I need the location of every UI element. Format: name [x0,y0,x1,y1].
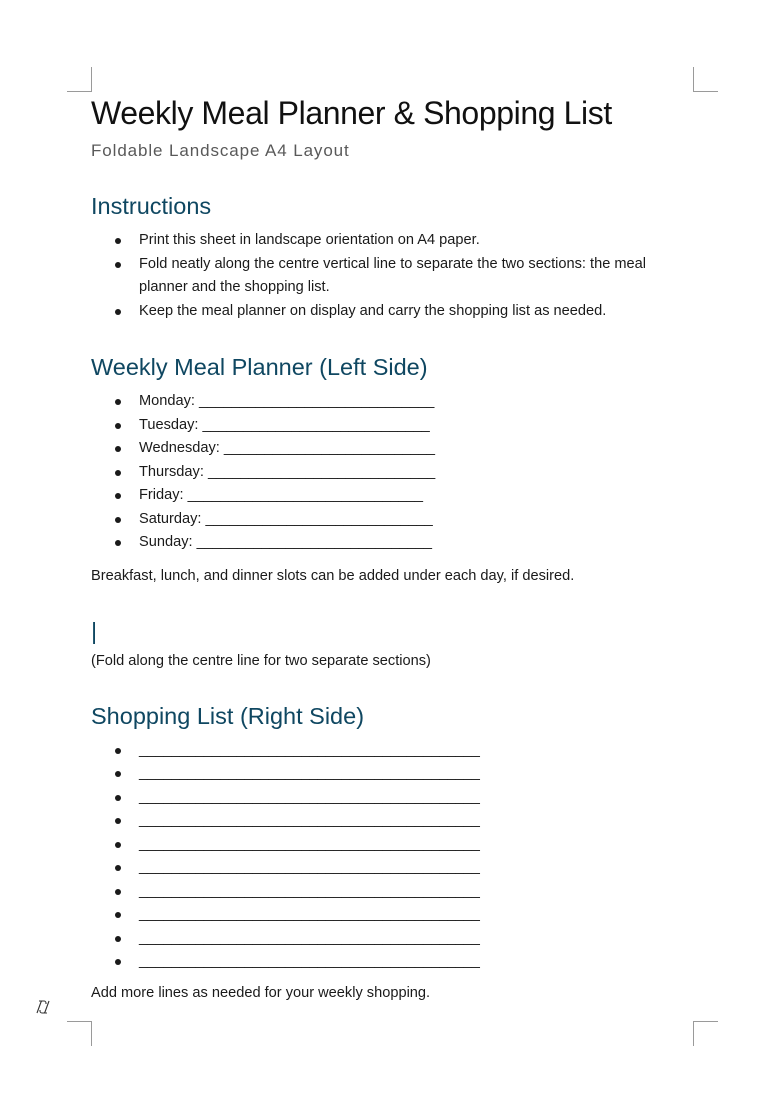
instructions-list [91,229,691,323]
bullet-icon [115,399,121,405]
bullet-icon [115,262,121,268]
shopping-line[interactable] [91,903,691,927]
document-body[interactable] [91,92,691,1004]
fold-note[interactable]: (Fold along the centre line for two separate sections) [91,652,431,669]
instructions-heading[interactable]: Instructions [91,193,212,219]
shopping-line[interactable] [91,833,691,857]
bullet-icon [115,493,121,499]
shopping-line-text: __________________________________________ [139,906,480,922]
shopping-line-text: __________________________________________ [139,929,480,946]
shopping-line[interactable] [91,809,691,833]
list-item[interactable] [91,253,691,300]
day-item[interactable] [91,484,691,508]
planner-heading[interactable]: Weekly Meal Planner (Left Side) [91,354,428,380]
bullet-icon [115,889,121,895]
day-text: Saturday: ____________________________ [139,510,433,527]
day-item[interactable] [91,531,691,555]
bullet-icon [115,309,121,315]
list-item[interactable] [91,300,691,324]
shopping-line[interactable] [91,856,691,880]
day-text: Sunday: _____________________________ [139,534,432,550]
crop-mark-bottom-left [67,1021,92,1046]
shopping-heading[interactable]: Shopping List (Right Side) [91,702,365,729]
shopping-line-text: __________________________________________ [139,835,480,852]
crop-mark-top-right [693,67,718,92]
shopping-line[interactable] [91,786,691,810]
bullet-icon [115,795,121,801]
shopping-line-text: __________________________________________ [139,741,480,758]
crop-mark-top-left [67,67,92,92]
shopping-line-text: __________________________________________ [139,788,480,805]
shopping-line[interactable] [91,880,691,904]
planner-days-list [91,390,691,555]
day-item[interactable] [91,508,691,532]
day-text: Monday: _____________________________ [139,393,435,409]
shopping-line-text: __________________________________________ [139,765,480,781]
shopping-line[interactable] [91,927,691,951]
shopping-note[interactable]: Add more lines as needed for your weekly shopping. [91,984,431,1001]
shopping-line-text: __________________________________________ [139,859,480,875]
bullet-icon [115,423,121,429]
bullet-icon [115,818,121,824]
day-text: Thursday: ____________________________ [139,463,436,480]
bullet-icon [115,238,121,244]
bullet-icon [115,959,121,965]
day-item[interactable] [91,414,691,438]
shopping-line-text: __________________________________________ [139,812,480,828]
bullet-icon [115,540,121,546]
bullet-icon [115,865,121,871]
bullet-icon [115,517,121,523]
shopping-line-text: __________________________________________ [139,953,480,969]
bullet-icon [115,936,121,942]
bullet-icon [115,470,121,476]
day-text: Tuesday: ____________________________ [139,416,430,433]
list-item[interactable] [91,229,691,253]
shopping-line-text: __________________________________________ [139,882,480,899]
bullet-icon [115,446,121,452]
list-item-text: Print this sheet in landscape orientation on A4 paper. [139,232,480,248]
bullet-icon [115,842,121,848]
bullet-icon [115,912,121,918]
day-item[interactable] [91,437,691,461]
day-text: Friday: _____________________________ [139,487,424,503]
bullet-icon [115,771,121,777]
document-title[interactable]: Weekly Meal Planner & Shopping List [91,95,612,131]
copilot-icon[interactable] [34,999,52,1015]
day-item[interactable] [91,461,691,485]
document-subtitle[interactable]: Foldable Landscape A4 Layout [91,141,350,160]
shopping-line[interactable] [91,762,691,786]
planner-note[interactable]: Breakfast, lunch, and dinner slots can be added under each day, if desired. [91,567,575,584]
day-text: Wednesday: __________________________ [139,440,435,456]
crop-mark-bottom-right [693,1021,718,1046]
shopping-line[interactable] [91,950,691,974]
fold-line-heading[interactable]: | [91,617,98,644]
list-item-text: Keep the meal planner on display and carry the shopping list as needed. [139,302,607,319]
shopping-list [91,739,691,974]
bullet-icon [115,748,121,754]
day-item[interactable] [91,390,691,414]
list-item-text: Fold neatly along the centre vertical line to separate the two sections: the meal planner and the shopping list. [139,255,647,295]
shopping-line[interactable] [91,739,691,763]
